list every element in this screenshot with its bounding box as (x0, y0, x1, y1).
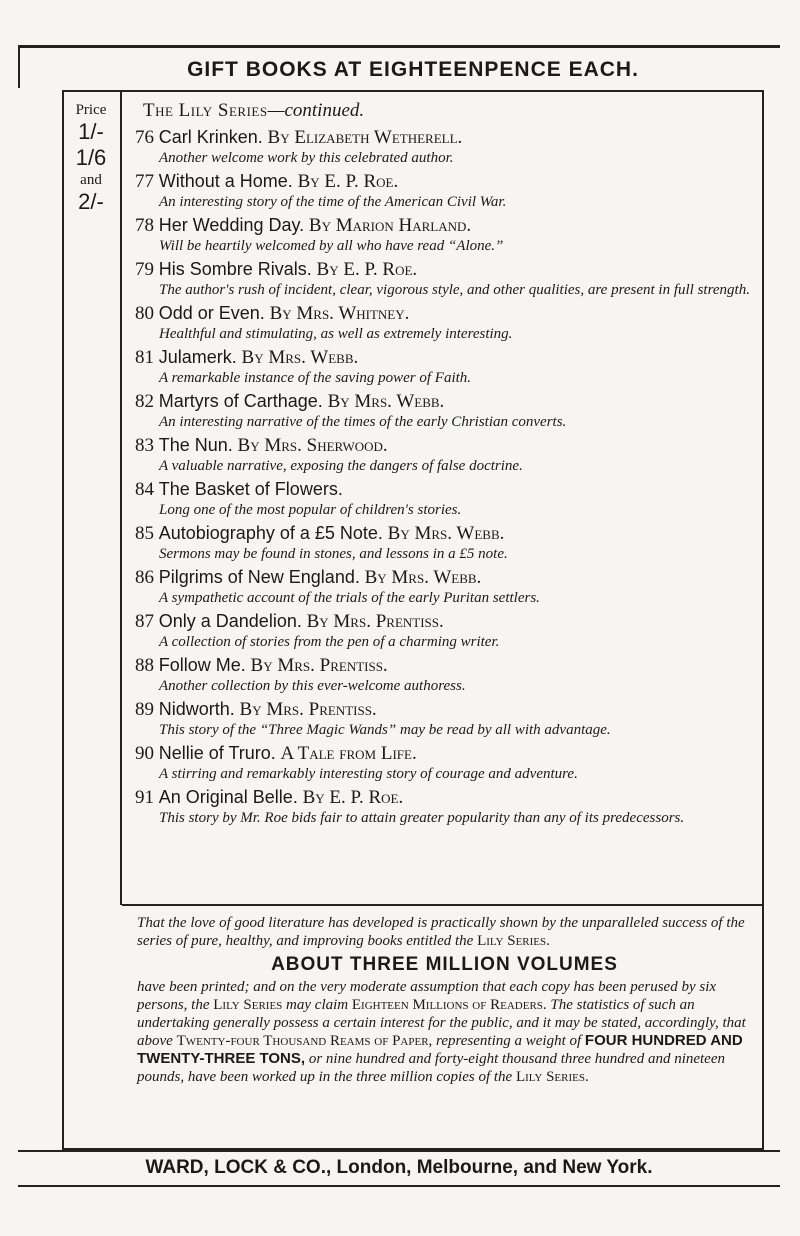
catalog-entry (135, 478, 755, 519)
stats-text-d: representing a weight of (436, 1033, 582, 1049)
stats-body (137, 978, 752, 1086)
entry-number: 87 (135, 611, 154, 632)
entry-author: By Mrs. Webb. (327, 391, 445, 412)
catalog-entry (135, 786, 755, 827)
entry-author: By Mrs. Prentiss. (239, 699, 377, 720)
entry-title-line (135, 742, 755, 765)
entry-description: Another welcome work by this celebrated author. (159, 150, 454, 166)
footer-rule-top (18, 1150, 780, 1152)
entry-description: A remarkable instance of the saving power of Faith. (159, 370, 472, 386)
stats-weight: FOUR HUNDRED AND TWENTY-THREE TONS, (137, 1032, 743, 1067)
entry-author: By Mrs. Whitney. (269, 303, 410, 324)
catalog-entry (135, 390, 755, 431)
stats-text-b: may claim (286, 997, 349, 1013)
stats-claim: Eighteen Millions of Readers. (351, 997, 547, 1013)
entry-title-line (135, 522, 755, 545)
catalog-entry (135, 610, 755, 651)
catalog-entry (135, 698, 755, 739)
entry-author: A Tale from Life. (280, 743, 417, 764)
catalog-entry (135, 258, 755, 299)
section-divider (122, 904, 764, 906)
entry-number: 85 (135, 523, 154, 544)
series-suffix: —continued. (267, 100, 365, 121)
price-label: Price (75, 102, 107, 118)
entry-author: By Mrs. Sherwood. (237, 435, 388, 456)
entry-title: His Sombre Rivals. (158, 259, 312, 279)
entry-description: A collection of stories from the pen of a charming writer. (159, 634, 500, 650)
entry-description: A stirring and remarkably interesting story of courage and adventure. (159, 766, 578, 782)
entry-title: The Basket of Flowers. (158, 479, 343, 499)
stats-series-b: Lily Series. (515, 1069, 589, 1085)
stats-intro (137, 914, 752, 950)
catalog-entry (135, 522, 755, 563)
entry-number: 89 (135, 699, 154, 720)
entry-title: Carl Krinken. (158, 127, 263, 147)
entry-number: 88 (135, 655, 154, 676)
entry-author: By Mrs. Webb. (364, 567, 482, 588)
entry-title: Without a Home. (158, 171, 293, 191)
entry-number: 82 (135, 391, 154, 412)
entry-title-line (135, 566, 755, 589)
entry-title-line (135, 610, 755, 633)
entry-title: Odd or Even. (158, 303, 265, 323)
catalog-entry (135, 126, 755, 167)
series-statistics (137, 914, 752, 1086)
entry-title-line (135, 434, 755, 457)
price-column (62, 90, 122, 905)
price-value-1: 1/- (78, 119, 104, 144)
catalog-entry (135, 346, 755, 387)
entry-number: 76 (135, 127, 154, 148)
series-name: The Lily Series (143, 100, 268, 121)
entry-author: By E. P. Roe. (297, 171, 399, 192)
stats-intro-text: That the love of good literature has developed is practically shown by the unparalleled success of the series of pure, healthy, and improving books entitled the (137, 915, 745, 949)
entry-number: 86 (135, 567, 154, 588)
entry-title: Autobiography of a £5 Note. (158, 523, 383, 543)
entry-description: Another collection by this ever-welcome authoress. (159, 678, 466, 694)
entry-description: This story of the “Three Magic Wands” may be read by all with advantage. (159, 722, 611, 738)
header-left-rule (18, 48, 36, 88)
entry-list (135, 100, 755, 830)
stats-intro-series: Lily Series. (477, 933, 550, 949)
entry-title: Nellie of Truro. (158, 743, 276, 763)
entry-description: A sympathetic account of the trials of the early Puritan settlers. (159, 590, 540, 606)
entry-title: Julamerk. (158, 347, 237, 367)
stats-series-a: Lily Series (213, 997, 283, 1013)
entry-title-line (135, 126, 755, 149)
stats-reams: Twenty-four Thousand Reams of Paper, (176, 1033, 433, 1049)
entry-title: An Original Belle. (158, 787, 298, 807)
entry-number: 79 (135, 259, 154, 280)
entry-title: Nidworth. (158, 699, 235, 719)
series-heading (143, 100, 755, 122)
entry-description: The author's rush of incident, clear, vigorous style, and other qualities, are present in full strength. (159, 282, 750, 298)
entry-description: An interesting story of the time of the American Civil War. (159, 194, 507, 210)
entry-title: Follow Me. (158, 655, 246, 675)
entry-author: By Elizabeth Wetherell. (267, 127, 463, 148)
entry-description: Long one of the most popular of children's stories. (159, 502, 462, 518)
entry-title-line (135, 698, 755, 721)
entry-number: 84 (135, 479, 154, 500)
entry-title: Pilgrims of New England. (158, 567, 360, 587)
catalog-entry (135, 170, 755, 211)
entry-description: Sermons may be found in stones, and lessons in a £5 note. (159, 546, 508, 562)
catalog-entry (135, 742, 755, 783)
header-rule (18, 45, 780, 48)
entry-title-line (135, 346, 755, 369)
entry-title: Her Wedding Day. (158, 215, 305, 235)
entry-title-line (135, 170, 755, 193)
entry-number: 81 (135, 347, 154, 368)
price-and: and (80, 172, 102, 188)
entry-title: The Nun. (158, 435, 233, 455)
price-value-3: 2/- (78, 189, 104, 214)
footer-rule-bottom (18, 1185, 780, 1187)
stats-heading: ABOUT THREE MILLION VOLUMES (271, 954, 618, 975)
entry-description: A valuable narrative, exposing the dangers of false doctrine. (159, 458, 523, 474)
catalog-entry (135, 566, 755, 607)
entry-description: Healthful and stimulating, as well as extremely interesting. (159, 326, 513, 342)
catalog-entry (135, 214, 755, 255)
entry-number: 77 (135, 171, 154, 192)
entry-title-line (135, 390, 755, 413)
entry-title-line (135, 786, 755, 809)
entry-number: 91 (135, 787, 154, 808)
entry-author: By Mrs. Webb. (387, 523, 505, 544)
entry-author: By Mrs. Prentiss. (250, 655, 388, 676)
entry-title-line (135, 302, 755, 325)
entry-number: 83 (135, 435, 154, 456)
entry-description: This story by Mr. Roe bids fair to attain greater popularity than any of its predecessors. (159, 810, 685, 826)
entry-title-line (135, 478, 755, 501)
entry-author: By Marion Harland. (308, 215, 472, 236)
entry-number: 78 (135, 215, 154, 236)
stats-text-e: or nine hundred and forty-eight thousand three hundred and nineteen pounds, have been worked up in the three million copies of the (137, 1051, 725, 1085)
entry-title: Martyrs of Carthage. (158, 391, 323, 411)
entry-author: By Mrs. Webb. (241, 347, 359, 368)
entry-title-line (135, 214, 755, 237)
catalog-entry (135, 434, 755, 475)
entry-number: 90 (135, 743, 154, 764)
entry-description: An interesting narrative of the times of the early Christian converts. (159, 414, 567, 430)
stats-text-c: The statistics of such an undertaking generally possess a certain interest for the public, and it may be stated, accordingly, that above (137, 997, 746, 1049)
entry-description: Will be heartily welcomed by all who have read “Alone.” (159, 238, 504, 254)
entry-author: By E. P. Roe. (316, 259, 418, 280)
price-value-2: 1/6 (75, 145, 107, 170)
catalog-entry (135, 302, 755, 343)
entry-title: Only a Dandelion. (158, 611, 302, 631)
entry-author: By E. P. Roe. (302, 787, 404, 808)
stats-text-a: have been printed; and on the very moderate assumption that each copy has been perused by six persons, the (137, 979, 717, 1013)
entry-number: 80 (135, 303, 154, 324)
catalog-entry (135, 654, 755, 695)
entry-title-line (135, 258, 755, 281)
entry-author: By Mrs. Prentiss. (306, 611, 444, 632)
page-title: GIFT BOOKS AT EIGHTEENPENCE EACH. (187, 58, 639, 81)
entry-title-line (135, 654, 755, 677)
publisher-imprint: WARD, LOCK & CO., London, Melbourne, and New York. (145, 1157, 653, 1178)
